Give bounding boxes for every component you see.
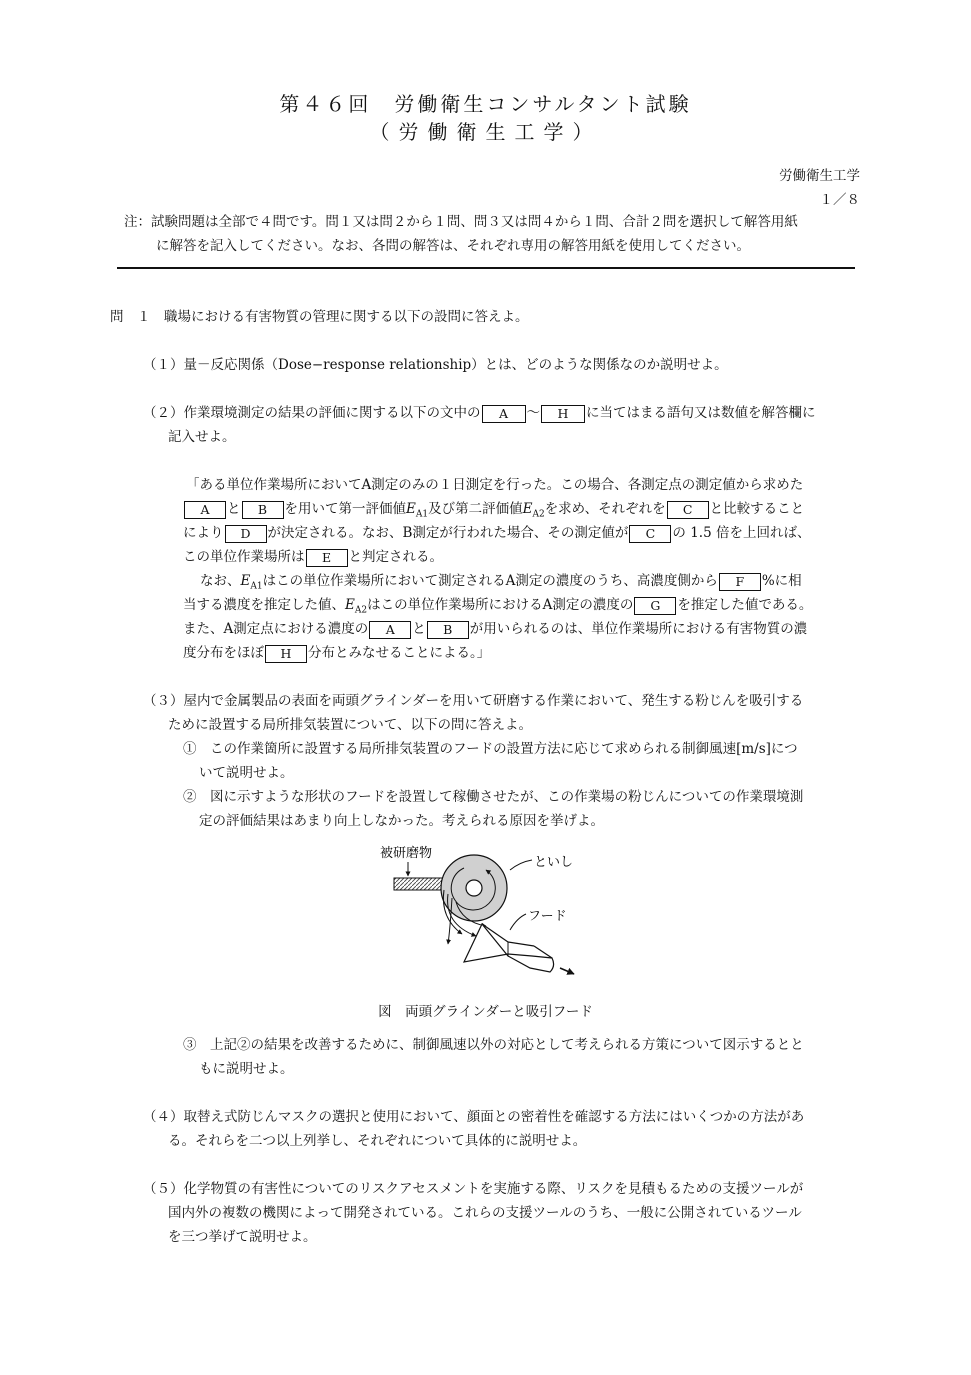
quote-line-5: なお、$E_{A1}$はこの単位作業場所において測定されるA測定の濃度のうち、高濃度側から F %に相 xyxy=(200,573,802,592)
subquestion-3-line-1: （３）屋内で金属製品の表面を両頭グラインダーを用いて研磨する作業において、発生する粉じんを吸引する xyxy=(143,693,804,709)
blank-box-C: C xyxy=(667,501,709,519)
quote-line-6: 当する濃度を推定した値、$E_{A2}$はこの単位作業場所におけるA測定の濃度の G を推定した値である。 xyxy=(183,597,813,616)
grinder-diagram xyxy=(372,838,602,988)
note-line-2: に解答を記入してください。なお、各問の解答は、それぞれ専用の解答用紙を使用してください。 xyxy=(156,238,750,254)
duct-top-edge xyxy=(508,942,534,946)
item-1-line-2: いて説明せよ。 xyxy=(199,765,294,781)
subquestion-5-line-1: （５）化学物質の有害性についてのリスクアセスメントを実施する際、リスクを見積もるための支援ツールが xyxy=(143,1181,804,1197)
quote-line-8: 度分布をほぼ H 分布とみなせることによる。」 xyxy=(183,645,491,661)
subquestion-3-line-2: ために設置する局所排気装置について、以下の問に答えよ。 xyxy=(168,717,532,733)
subquestion-2-line-1: （２）作業環境測定の結果の評価に関する以下の文中の A ～ H に当てはまる語句又は数値を解答欄に xyxy=(143,405,816,421)
header-divider xyxy=(117,267,855,269)
item-2-line-2: 定の評価結果はあまり向上しなかった。考えられる原因を挙げよ。 xyxy=(199,813,604,829)
subquestion-5-line-3: を三つ挙げて説明せよ。 xyxy=(168,1229,317,1245)
blank-box-A: A xyxy=(184,501,226,519)
label-workpiece: 被研磨物 xyxy=(380,846,433,861)
quote-line-2: A と B を用いて第一評価値$E_{A1}$及び第二評価値$E_{A2}$を求め、それぞれを C と比較すること xyxy=(183,497,804,527)
blank-box-D: D xyxy=(225,525,267,543)
blank-box-B: B xyxy=(242,501,284,519)
exhaust-hood xyxy=(464,924,554,972)
question-1-heading: 問 １ 職場における有害物質の管理に関する以下の設問に答えよ。 xyxy=(110,309,529,325)
blank-box-H: H xyxy=(541,405,585,423)
subquestion-4-line-1: （４）取替え式防じんマスクの選択と使用において、顔面との密着性を確認する方法にはいくつかの方法があ xyxy=(143,1109,805,1125)
quote-line-7: また、A測定点における濃度の A と B が用いられるのは、単位作業場所における有害物質の濃 xyxy=(183,621,808,637)
hood-pointer xyxy=(510,914,526,930)
page-number: １／８ xyxy=(819,192,860,208)
item-2-line-1: ② 図に示すような形状のフードを設置して稼働させたが、この作業場の粉じんについての作業環境測 xyxy=(183,789,804,805)
blank-box-H: H xyxy=(265,645,307,663)
blank-box-F: F xyxy=(719,573,761,591)
subquestion-4-line-2: る。それらを二つ以上列挙し、それぞれについて具体的に説明せよ。 xyxy=(168,1133,587,1149)
quote-line-3: により D が決定される。なお、B測定が行われた場合、その測定値が C の 1.5 倍を上回れば、 xyxy=(183,525,811,541)
subquestion-1: （１）量－反応関係（Dose−response relationship）とは、どのような関係なのか説明せよ。 xyxy=(143,357,728,373)
subquestion-5-line-2: 国内外の複数の機関によって開発されている。これらの支援ツールのうち、一般に公開されているツール xyxy=(168,1205,802,1221)
blank-box-E: E xyxy=(306,549,348,567)
subquestion-2-line-2: 記入せよ。 xyxy=(168,429,236,445)
quote-line-1: 「ある単位作業場所においてA測定のみの１日測定を行った。この場合、各測定点の測定値から求めた xyxy=(186,477,804,493)
exhaust-flow-arrow xyxy=(560,968,574,974)
blank-box-G: G xyxy=(634,597,676,615)
grinder-hood-figure xyxy=(372,838,602,992)
instructions-note xyxy=(124,210,864,258)
label-wheel: といし xyxy=(534,855,574,870)
note-line-1: 注：試験問題は全部で４問です。問１又は問２から１問、問３又は問４から１問、合計２問を選択して解答用紙 xyxy=(124,214,798,230)
label-hood: フード xyxy=(528,909,567,924)
quote-line-4: この単位作業場所は E と判定される。 xyxy=(183,549,443,565)
blank-box-A: A xyxy=(369,621,411,639)
figure-caption: 図 両頭グラインダーと吸引フード xyxy=(378,1004,593,1020)
blank-box-C: C xyxy=(629,525,671,543)
item-3-line-1: ③ 上記②の結果を改善するために、制御風速以外の対応として考えられる方策について図示するとと xyxy=(183,1037,804,1053)
wheel-pointer xyxy=(510,860,532,870)
item-1-line-1: ① この作業箇所に設置する局所排気装置のフードの設置方法に応じて求められる制御風速[m/s]につ xyxy=(183,741,798,757)
exam-title: 第４６回 労働衛生コンサルタント試験 xyxy=(279,92,692,116)
wheel-hub xyxy=(466,880,482,896)
blank-box-A: A xyxy=(482,405,526,423)
item-3-line-2: もに説明せよ。 xyxy=(199,1061,294,1077)
subject-label: 労働衛生工学 xyxy=(779,168,860,184)
blank-box-B: B xyxy=(427,621,469,639)
exam-subtitle: （労働衛生工学） xyxy=(369,120,602,144)
